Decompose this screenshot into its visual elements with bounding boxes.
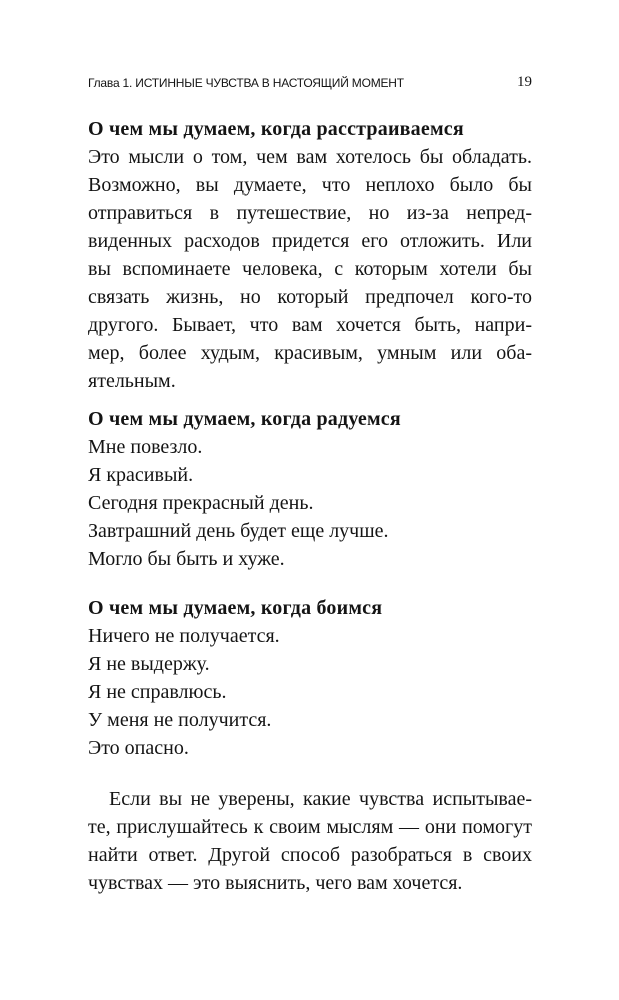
list-item: Я не выдержу.	[88, 653, 210, 675]
paragraph-line: связать жизнь, но который предпочел кого-то	[88, 286, 532, 308]
list-item: Завтрашний день будет еще лучше.	[88, 520, 389, 542]
paragraph-line: мер, более худым, красивым, умным или оба-	[88, 342, 532, 364]
paragraph-line: другого. Бывает, что вам хочется быть, напри-	[88, 314, 532, 336]
paragraph-line: Это мысли о том, чем вам хотелось бы обладать.	[88, 146, 532, 168]
paragraph-line: Если вы не уверены, какие чувства испытывае-	[109, 788, 532, 810]
list-item: Могло бы быть и хуже.	[88, 548, 285, 570]
section-happy-thoughts	[88, 405, 532, 573]
paragraph-line: найти ответ. Другой способ разобраться в своих	[88, 844, 532, 866]
list-item: Я красивый.	[88, 464, 194, 486]
page-number: 19	[517, 74, 532, 90]
section-heading: О чем мы думаем, когда боимся	[88, 597, 383, 619]
section-fear-thoughts	[88, 594, 532, 762]
paragraph-line: чувствах — это выяснить, чего вам хочется.	[88, 872, 463, 894]
list-item: У меня не получится.	[88, 709, 272, 731]
paragraph-line: отправиться в путешествие, но из-за непред-	[88, 202, 532, 224]
list-item: Ничего не получается.	[88, 625, 280, 647]
section-heading: О чем мы думаем, когда радуемся	[88, 408, 401, 430]
running-head	[88, 74, 532, 94]
section-upset-thoughts	[88, 115, 532, 395]
paragraph-line: виденных расходов придется его отложить. Или	[88, 230, 532, 252]
paragraph-line: вы вспоминаете человека, с которым хотели бы	[88, 258, 532, 280]
paragraph-line: Возможно, вы думаете, что неплохо было бы	[88, 174, 532, 196]
list-item: Мне повезло.	[88, 436, 203, 458]
list-item: Сегодня прекрасный день.	[88, 492, 314, 514]
chapter-title: Глава 1. ИСТИННЫЕ ЧУВСТВА В НАСТОЯЩИЙ МОМЕНТ	[88, 76, 404, 90]
list-item: Это опасно.	[88, 737, 189, 759]
list-item: Я не справлюсь.	[88, 681, 227, 703]
paragraph-line: ятельным.	[88, 370, 176, 392]
paragraph-line: те, прислушайтесь к своим мыслям — они помогут	[88, 816, 532, 838]
section-heading: О чем мы думаем, когда расстраиваемся	[88, 118, 464, 140]
closing-paragraph	[88, 785, 532, 897]
